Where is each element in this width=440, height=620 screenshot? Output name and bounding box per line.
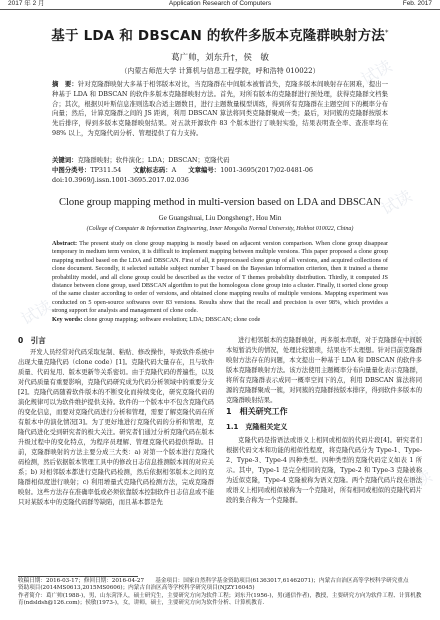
article-number-label: 文章编号： xyxy=(188,166,221,174)
footnote-line: 收稿日期：2016-03-17；修回日期：2016-04-27 基金项目：国家自然科学基金资助项目(61363017,61462071)；内蒙古自治区高等学校科学研究重点 xyxy=(18,578,409,584)
title-text: 基于 LDA 和 DBSCAN 的软件多版本克隆群映射方法 xyxy=(51,28,386,44)
intro-paragraph-continued: 进行相邻版本的克隆群映射，再多版本串联，对于克隆群在中间版本短暂消失的情况，处理比较繁琐，结果也不太理想。针对目前克隆群映射方法存在的问题，本文提出一种基于 LDA 和 DBSCAN 的软件多版本克隆群映射方法。该方法使用主题概率分布向量量化表示克隆群，将所有克隆群表示成同一概率空间下的点，利用 DBSCAN 算法将同源的克隆群聚成一簇，对同簇的克隆群按版本排序，得到软件多版本的克隆群映射结果。 xyxy=(226,337,422,404)
body-column-left xyxy=(18,336,214,508)
footnote-line: 资助项目(2014MS0613,2015MS0606)；内蒙古自治区高等学校科学研究项目(NJZY16045) xyxy=(18,585,255,592)
paper-title-en: Clone group mapping method in multi-version based on LDA and DBSCAN xyxy=(59,197,381,208)
doc-code-label: 文献标志码： xyxy=(133,166,172,174)
watermark: 试读 xyxy=(377,186,416,219)
affiliation-cn: （内蒙古师范大学 计算机与信息工程学院，呼和浩特 010022） xyxy=(120,67,320,75)
body-column-right-bottom xyxy=(226,436,422,506)
footnotes xyxy=(18,578,422,608)
watermark: 试读 xyxy=(17,296,56,329)
intro-paragraph: 开发人员经常对代码采取复制、粘贴、修改操作，导致软件系统中出现大量克隆代码（clone code）[1]。克隆代码大量存在，且与软件质量、代码复用、版本更新等关系密切。由于克隆代码的普遍性，以及对代码质量有重要影响，克隆代码研究成为代码分析领域中的重要分支[2]。克隆代码随着软件版本的不断变化而持续变化，研究克隆代码的演化规律可以为软件维护提供支持。软件的一个版本中不包含克隆代码的变化信息，而要对克隆代码进行分析和管理，需要了解克隆代码在所有版本中的演化情况[3]。为了更好地进行克隆代码的分析和管理，克隆代码进化受到研究者的极大关注。研究者们通过分析克隆代码在版本升级过程中的变化特点，为程序员理解、管理克隆代码提供帮助。目前，克隆群映射的方法主要分成三大类：a) 对第一个版本进行克隆代码检测，然后依据版本管理工具中的修改日志信息推测版本间的对应关系；b) 对相邻版本都进行克隆代码检测，然后依据相邻版本之间的克隆群相似度进行映射；c) 利用增量式克隆代码检测方法，完成克隆群映射。这些方法存在准确率低或必须依靠版本控制软件日志信息或不能只对某版本中的克隆代码群等缺陷，而且基本都是先 xyxy=(18,349,214,506)
footnote-line: 作者简介：葛广帅(1988-)，男，山东菏泽人，硕士研究生，主要研究方向为软件工程；刘东升(1956-)，男(通信作者)，教授，主要研究方向为软件工程、计算机教育(ndsldsh@126.com)；侯敏(1973-)，女，讲师，硕士，主要研究方向为软件分析、计算机教育. xyxy=(18,592,422,607)
keywords-en xyxy=(52,316,388,324)
abstract-label: 摘 要： xyxy=(52,80,78,88)
subsection-heading-1-1: 1.1 克隆相关定义 xyxy=(226,423,288,431)
keywords-en-text: clone group mapping; software evolution; LDA; DBSCAN; clone code xyxy=(83,316,261,323)
classification-line xyxy=(52,166,388,175)
clc-value: TP311.54 xyxy=(90,166,122,174)
title-footnote-mark: * xyxy=(385,28,389,37)
running-header xyxy=(0,0,440,10)
doi: doi:10.3969/j.issn.1001-3695.2017.02.036 xyxy=(52,176,189,184)
watermark: 试读 xyxy=(387,326,426,359)
paper-title-cn xyxy=(0,24,440,44)
footnote-rule xyxy=(18,576,138,577)
abstract-en xyxy=(52,240,388,316)
article-number-value: 1001-3695(2017)02-0481-06 xyxy=(220,166,313,174)
section-heading-1: 1 相关研究工作 xyxy=(226,407,288,416)
clc-label: 中图分类号： xyxy=(52,166,91,174)
intro-heading: 0 引言 xyxy=(18,336,46,345)
doc-code-value: A xyxy=(171,166,177,174)
keywords-text: 克隆群映射；软件演化；LDA；DBSCAN；克隆代码 xyxy=(77,156,230,164)
keywords-cn xyxy=(52,156,388,165)
journal-name: Application Research of Computers xyxy=(168,0,272,7)
body-column-right-top xyxy=(226,336,422,406)
header-date-cn: 2017 年 2 月 xyxy=(8,0,45,7)
abstract-en-label: Abstract: xyxy=(52,240,78,247)
abstract-en-text: The present study on clone group mapping is mostly based on adjacent version comparison. When clone group disappear temporary in medium term version, it is difficult to implement mapping between multiple versions. This paper proposed a clone group mapping method based on the LDA and DBSCAN. First of all, it preprocessed clone group of all versions, and acquired collections of clone document. Secondly, it selected suitable subject number T based on the Bayesian information criterion, then it trained a theme probability model, and all clone group could be described as the vector of T themes probability distribution. Thirdly, it computed JS distance between clone group, used DBSCAN algorithm to put the homologous clone group into a cluster. Finally, it sorted clone group of the same cluster according to order of versions, and obtained clone mapping results of multiple versions. Mapping experiment was conducted on 5 open-source softwares over 83 versions. Results show that the recall and precision is over 98%, which provides a strong support for analysis and management of clone code. xyxy=(52,240,389,315)
header-date-en: Feb. 2017 xyxy=(402,0,432,7)
authors-cn: 葛广帅，刘东升†，侯 敏 xyxy=(171,53,269,63)
watermark: 试读 xyxy=(397,466,436,499)
abstract-text: 针对克隆群映射大多基于相邻版本对比，当克隆群在中间版本被暂消失，克隆多版本间映射存在困难，提出一种基于 LDA 和 DBSCAN 的软件多版本克隆群映射方法。首先，对所有版本的克隆群进行预处理，获得克隆群文档集合；其次，根据贝叶斯信息准则选取合适主题数目，进行主题数量模型训练，得到所有克隆群在主题空间下的概率分布向量；然后，计算克隆群之间的 JS 距离，利用 DBSCAN 算法将同类克隆群聚成一类；最后，对同簇的克隆群按版本先后排序，得到多版本克隆群映射结果。对五款开源软件 83 个版本进行了映射实验，结果表明查全率、查准率均在 98% 以上，为克隆代码分析、管理提供了有力支持。 xyxy=(52,80,389,137)
affiliation-en: (College of Computer & Information Engineering, Inner Mongolia Normal University, Hohhot 010022, China) xyxy=(86,226,354,232)
definition-paragraph: 克隆代码是指语法或语义上相同或相似的代码片段[4]。研究者们根据代码文本和功能的相似性程度，将克隆代码分为 Type-1、Type-2、Type-3、Type-4 四种类型。四种类型的克隆代码定义如表 1 所示。其中，Type-1 是完全相同的克隆，Type-2 和 Type-3 克隆被称为近似克隆，Type-4 克隆被称为语义克隆。两个克隆代码片段在语法或语义上相同或相似被称为一个克隆对，所有相同或相似的克隆代码片段的集合称为一个克隆群。 xyxy=(226,437,422,504)
abstract-cn xyxy=(52,80,388,139)
keywords-en-label: Key words: xyxy=(52,316,83,323)
watermark: 试读 xyxy=(357,56,396,89)
keywords-label: 关键词： xyxy=(52,156,78,164)
authors-en: Ge Guangshuai, Liu Dongsheng†, Hou Min xyxy=(158,214,282,222)
